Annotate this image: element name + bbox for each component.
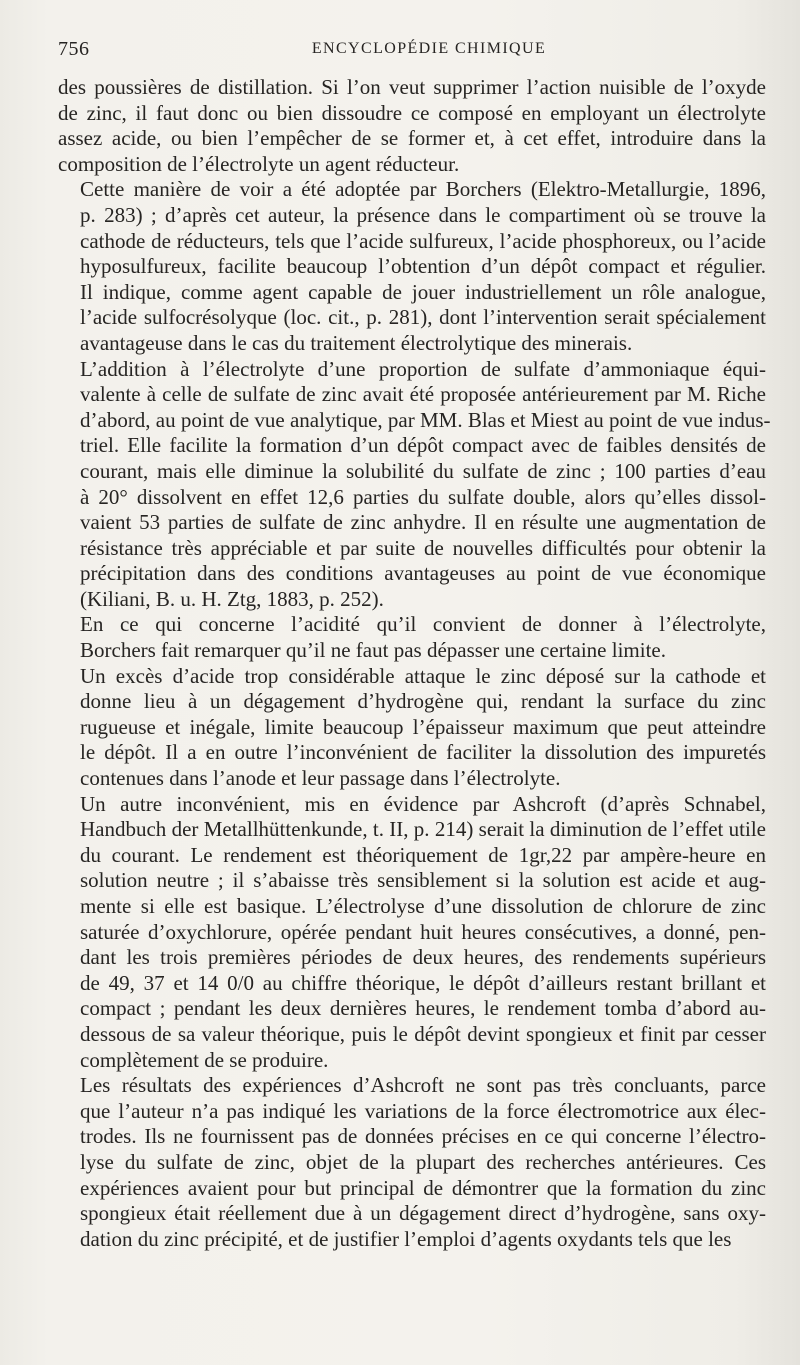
text-line: spongieux était réellement due à un dégagement direct d’hydrogène, sans oxy- (80, 1201, 766, 1226)
text-line: (Kiliani, B. u. H. Ztg, 1883, p. 252). (80, 586, 384, 611)
text-line: du courant. Le rendement est théoriquement de 1gr,22 par ampère-heure en (80, 842, 766, 867)
text-line: hyposulfureux, facilite beaucoup l’obtention d’un dépôt compact et régulier. (80, 254, 766, 279)
text-line: p. 283) ; d’après cet auteur, la présence dans le compartiment où se trouve la (80, 202, 766, 227)
text-line: d’abord, au point de vue analytique, par MM. Blas et Miest au point de vue indus- (80, 407, 771, 432)
text-line: précipitation dans des conditions avantageuses au point de vue économique (80, 561, 766, 586)
text-line: courant, mais elle diminue la solubilité du sulfate de zinc ; 100 parties d’eau (80, 458, 766, 483)
text-line: valente à celle de sulfate de zinc avait été proposée antérieurement par M. Riche (80, 382, 766, 407)
paragraph (58, 792, 766, 1074)
paragraph (58, 75, 766, 177)
text-line: des poussières de distillation. Si l’on veut supprimer l’action nuisible de l’oxyde (58, 75, 766, 99)
text-line: composition de l’électrolyte un agent réducteur. (58, 151, 460, 176)
text-line: Un autre inconvénient, mis en évidence par Ashcroft (d’après Schnabel, (80, 791, 766, 816)
text-line: Il indique, comme agent capable de jouer industriellement un rôle analogue, (80, 279, 766, 304)
paragraph (58, 664, 766, 792)
text-line: Cette manière de voir a été adoptée par Borchers (Elektro-Metallurgie, 1896, (80, 177, 766, 202)
text-line: trodes. Ils ne fournissent pas de données précises en ce qui concerne l’électro- (80, 1124, 766, 1149)
paragraph (58, 1073, 766, 1252)
text-line: assez acide, ou bien l’empêcher de se former et, à cet effet, introduire dans la (58, 126, 766, 151)
text-line: donne lieu à un dégagement d’hydrogène qui, rendant la surface du zinc (80, 689, 766, 714)
text-line: Un excès d’acide trop considérable attaque le zinc déposé sur la cathode et (80, 663, 766, 688)
page-number: 756 (58, 38, 90, 60)
paragraph (58, 612, 766, 663)
text-line: vaient 53 parties de sulfate de zinc anhydre. Il en résulte une augmentation de (80, 510, 766, 535)
body-text (58, 75, 771, 1252)
paragraph (58, 177, 766, 356)
text-line: En ce qui concerne l’acidité qu’il convient de donner à l’électrolyte, (80, 612, 766, 637)
text-line: dant les trois premières périodes de deux heures, des rendements supérieurs (80, 945, 766, 970)
running-head (58, 38, 760, 62)
text-line: avantageuse dans le cas du traitement électrolytique des minerais. (80, 330, 633, 355)
text-line: à 20° dissolvent en effet 12,6 parties du sulfate double, alors qu’elles dissol- (80, 484, 766, 509)
text-line: L’addition à l’électrolyte d’une proportion de sulfate d’ammoniaque équi- (80, 356, 766, 381)
text-line: que l’auteur n’a pas indiqué les variations de la force électromotrice aux élec- (80, 1098, 766, 1123)
text-line: triel. Elle facilite la formation d’un dépôt compact avec de faibles densités de (80, 433, 766, 458)
text-line: expériences avaient pour but principal de démontrer que la formation du zinc (80, 1175, 766, 1200)
text-line: de 49, 37 et 14 0/0 au chiffre théorique, le dépôt d’ailleurs restant brillant et (80, 970, 766, 995)
paragraph (58, 356, 771, 613)
text-line: complètement de se produire. (80, 1047, 329, 1072)
text-line: saturée d’oxychlorure, opérée pendant huit heures consécutives, a donné, pen- (80, 919, 766, 944)
text-line: compact ; pendant les deux dernières heures, le rendement tomba d’abord au- (80, 996, 766, 1021)
text-line: Borchers fait remarquer qu’il ne faut pas dépasser une certaine limite. (80, 638, 667, 663)
text-line: le dépôt. Il a en outre l’inconvénient de faciliter la dissolution des impuretés (80, 740, 766, 765)
text-line: contenues dans l’anode et leur passage dans l’électrolyte. (80, 766, 561, 791)
text-line: Handbuch der Metallhüttenkunde, t. II, p. 214) serait la diminution de l’effet utile (80, 817, 766, 842)
text-line: Les résultats des expériences d’Ashcroft ne sont pas très concluants, parce (80, 1073, 766, 1098)
text-line: l’acide sulfocrésolyque (loc. cit., p. 281), dont l’intervention serait spécialement (80, 305, 766, 330)
text-line: dessous de sa valeur théorique, puis le dépôt devint spongieux et finit par cesser (80, 1021, 766, 1046)
text-line: solution neutre ; il s’abaisse très sensiblement si la solution est acide et aug- (80, 868, 766, 893)
text-line: mente si elle est basique. L’électrolyse d’une dissolution de chlorure de zinc (80, 894, 766, 918)
running-title: ENCYCLOPÉDIE CHIMIQUE (311, 40, 547, 57)
text-line: cathode de réducteurs, tels que l’acide sulfureux, l’acide phosphoreux, ou l’acide (80, 228, 766, 253)
text-line: rugueuse et inégale, limite beaucoup l’épaisseur maximum que peut atteindre (80, 714, 766, 739)
text-line: lyse du sulfate de zinc, objet de la plupart des recherches antérieures. Ces (80, 1149, 766, 1174)
text-line: de zinc, il faut donc ou bien dissoudre ce composé en employant un électrolyte (58, 100, 766, 125)
text-line: résistance très appréciable et par suite de nouvelles difficultés pour obtenir la (80, 535, 766, 560)
text-line: dation du zinc précipité, et de justifier l’emploi d’agents oxydants tels que les (80, 1226, 732, 1251)
